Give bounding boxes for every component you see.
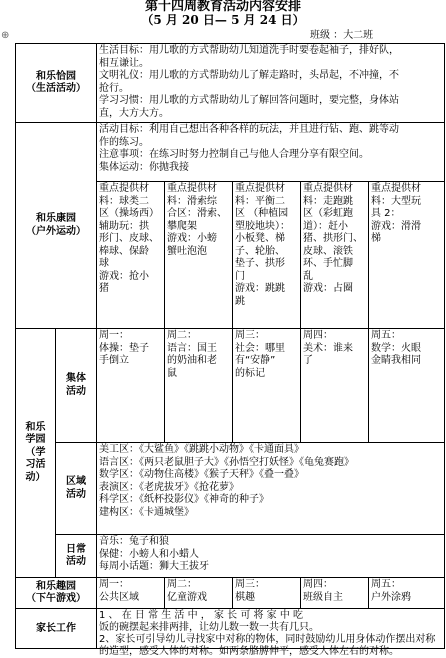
area-line: 美工区：《大鲨鱼》《跳跳小动物》《卡通面具》: [99, 444, 304, 455]
family-line: 饭的碗摆起来排两排，让幼儿数一数一共有几只。: [99, 622, 319, 633]
family-label: [16, 609, 97, 649]
routine-content: [97, 44, 445, 123]
daily-line: 保健：小螃人和小蜡人: [99, 548, 199, 560]
station-line: 料：平衡二: [235, 195, 285, 207]
schedule-table: [15, 43, 445, 657]
day-line: 的奶油和老: [167, 355, 217, 366]
station-line: 料：走跑跳: [303, 195, 353, 207]
station-line: 重点提供材: [167, 183, 217, 194]
routine-label-line: 和乐恰园: [36, 70, 76, 82]
area-activity-content: [97, 443, 445, 535]
routine-line: 学习习惯：用儿歌的方式帮助幼儿了解回答问题时，要完整，身体站: [99, 95, 399, 106]
station-line: 道）：赶小: [303, 220, 348, 232]
group-label-line: 集体: [66, 373, 86, 384]
area-label-line: 活动: [66, 488, 86, 500]
area-line: 建构区：《卡通城堡》: [99, 506, 194, 518]
sports-station-5: [369, 182, 445, 329]
sports-line: 作的练习。: [99, 136, 149, 148]
station-line: 区 （种植园: [235, 208, 289, 219]
learning-label-line: 动）: [25, 471, 46, 483]
day-line: 体操：垫子: [99, 342, 149, 354]
station-line: 料：球类二: [99, 195, 149, 207]
group-day-mon: [97, 329, 165, 443]
day-line: 周四：: [303, 579, 333, 590]
sports-label-line: 和乐康园: [36, 213, 76, 224]
station-line: 区（彩虹跑: [303, 208, 353, 219]
station-line: 跳: [235, 295, 245, 307]
routine-line: 文明礼仪：用儿歌的方式帮助幼儿了解走路时，头昂起，不冲撞，不: [99, 70, 399, 81]
routine-line: 抢行。: [99, 82, 129, 94]
routine-label: [16, 44, 97, 123]
routine-line: 直，大方大方。: [99, 107, 169, 119]
area-line: 数学区：《动物住高楼》《猴子天秤》《叠一叠》: [99, 469, 304, 480]
station-line: 垫子、拱形: [235, 258, 285, 269]
group-day-tue: [165, 329, 233, 443]
sports-station-3: [233, 182, 301, 329]
date-range: （5 月 20 日— 5 月 24 日）: [141, 13, 305, 27]
games-day-thu: [301, 578, 369, 609]
games-day-fri: [369, 578, 445, 609]
station-line: 塑胶地块）：: [235, 220, 290, 232]
day-line: 社会：哪里: [235, 342, 285, 354]
games-label-line: （下午游戏）: [26, 593, 86, 604]
area-line: 科学区：《纸杯投影仪》《神奇的种子》: [99, 494, 269, 505]
games-day-tue: [165, 578, 233, 609]
area-label-line: 区域: [66, 476, 86, 487]
station-line: 料：大型玩: [371, 195, 421, 207]
station-line: 棒球、保龄: [99, 245, 149, 257]
station-line: 游戏：跳跳: [235, 283, 285, 294]
station-line: 蟹吐泡泡: [167, 245, 207, 257]
learning-label-line: 习活: [25, 459, 46, 471]
station-line: 乱: [303, 270, 313, 282]
family-line: 1 、 在 日 常 生 活 中 ， 家 长 可 将 家 中 吃: [99, 610, 304, 621]
sports-line: 活动目标：利用自己想出各种各样的玩法，并且进行钻、跑、跳等动: [99, 124, 399, 135]
learning-label: [16, 329, 56, 578]
day-line: 数学：火眼: [371, 342, 421, 354]
group-activity-label: [56, 329, 97, 443]
day-line: 了: [303, 355, 313, 366]
sports-label: [16, 123, 97, 329]
station-line: 辅助玩：拱: [99, 220, 149, 232]
area-activity-label: [56, 443, 97, 535]
page-title: 第十四周教育活动内容安排: [144, 0, 301, 14]
station-line: 子、轮胎、: [235, 245, 285, 257]
station-line: 游戏：抢小: [99, 270, 149, 282]
games-label: [16, 578, 97, 609]
day-line: 鼠: [167, 367, 177, 379]
station-line: 门: [235, 270, 245, 282]
daily-activity-label: [56, 535, 97, 578]
day-line: 周三：: [235, 330, 265, 341]
family-content: [97, 609, 445, 657]
station-line: 环、手忙脚: [303, 258, 353, 269]
day-line: 亿童游戏: [167, 591, 207, 603]
area-line: 语言区：《两只老鼠胆子大》《孙悟空打妖怪》《龟兔赛跑》: [99, 456, 354, 468]
station-line: 猪、拱形门、: [303, 233, 363, 244]
class-name: 大二班: [343, 30, 374, 41]
learning-label-line: （学: [25, 446, 46, 458]
station-line: 游戏：小螃: [167, 233, 217, 244]
day-line: 手倒立: [99, 355, 129, 366]
station-line: 区（操场西）: [99, 208, 159, 219]
station-line: 游戏：占圈: [303, 283, 353, 294]
station-line: 小板凳、梯: [235, 233, 285, 244]
day-line: 的标记: [235, 367, 265, 379]
day-line: 周五：: [371, 579, 401, 590]
station-line: 游戏：滑滑: [371, 220, 421, 232]
station-line: 重点提供材: [235, 183, 285, 194]
games-day-mon: [97, 578, 165, 609]
daily-line: 音乐：兔子和狼: [99, 536, 169, 547]
day-line: 周四：: [303, 330, 333, 341]
daily-label-line: 活动: [66, 556, 86, 567]
station-line: 猪: [99, 283, 109, 294]
group-day-wed: [233, 329, 301, 443]
daily-activity-content: [97, 535, 445, 578]
daily-line: 每周小话题：狮大王拔牙: [99, 561, 209, 572]
station-line: 球: [99, 258, 109, 269]
group-day-thu: [301, 329, 369, 443]
sports-station-1: [97, 182, 165, 329]
day-line: 有“安静”: [235, 355, 276, 366]
learning-label-line: 和乐: [25, 421, 46, 433]
sports-station-2: [165, 182, 233, 329]
day-line: 周一：: [99, 330, 129, 341]
station-line: 攀爬架: [167, 220, 197, 232]
area-line: 表演区：《老虎拔牙》《抢花萝》: [99, 481, 239, 493]
class-label: 班级 ：: [310, 30, 344, 41]
day-line: 班级自主: [303, 591, 343, 603]
games-day-wed: [233, 578, 301, 609]
routine-line: 相互谦让。: [99, 57, 149, 69]
group-day-fri: [369, 329, 445, 443]
station-line: 料：滑索综: [167, 195, 217, 207]
routine-line: 生活目标：用儿歌的方式帮助幼儿知道洗手时要卷起袖子，排好队，: [99, 45, 399, 56]
station-line: 重点提供材: [99, 183, 149, 194]
routine-label-line: （生活活动）: [26, 83, 86, 94]
station-line: 重点提供材: [371, 183, 421, 194]
family-line: 2、家长可引导幼儿寻找家中对称的物体，同时鼓励幼儿用身体动作摆出对称的造型，感受人体的对称。如两条胳膊伸平，感受人体左右的对称。: [99, 634, 436, 657]
day-line: 金睛我相同: [371, 355, 421, 366]
learning-label-line: 学园: [25, 434, 46, 446]
day-line: 语言：国王: [167, 342, 217, 354]
day-line: 棋趣: [235, 591, 255, 603]
day-line: 户外涂鸦: [371, 591, 411, 603]
day-line: 周二：: [167, 579, 197, 590]
day-line: 公共区域: [99, 591, 139, 603]
sports-station-4: [301, 182, 369, 329]
sports-label-line: （户外运动）: [26, 225, 86, 237]
station-line: 重点提供材: [303, 183, 353, 194]
station-line: 形门、皮球、: [99, 233, 159, 244]
day-line: 美术：谁来: [303, 342, 353, 354]
daily-label-line: 日常: [66, 543, 86, 555]
day-line: 周二：: [167, 330, 197, 341]
table-move-handle-icon[interactable]: ⊕: [1, 30, 10, 41]
day-line: 周三：: [235, 579, 265, 590]
sports-notes: [97, 123, 445, 182]
sports-line: 注意事项：在练习时努力控制自己与他人合理分享有限空间。: [99, 149, 369, 160]
group-label-line: 活动: [66, 385, 86, 397]
station-line: 合区：滑索、: [167, 208, 227, 219]
station-line: 梯: [371, 233, 381, 244]
station-line: 皮球、滚铁: [303, 245, 353, 257]
day-line: 周五：: [371, 330, 401, 341]
games-label-line: 和乐趣园: [36, 580, 76, 592]
family-label-text: 家长工作: [36, 622, 76, 634]
class-line: [310, 30, 373, 42]
sports-line: 集体运动：你抛我接: [99, 161, 189, 173]
station-line: 具 2：: [371, 208, 401, 219]
day-line: 周一：: [99, 579, 129, 590]
